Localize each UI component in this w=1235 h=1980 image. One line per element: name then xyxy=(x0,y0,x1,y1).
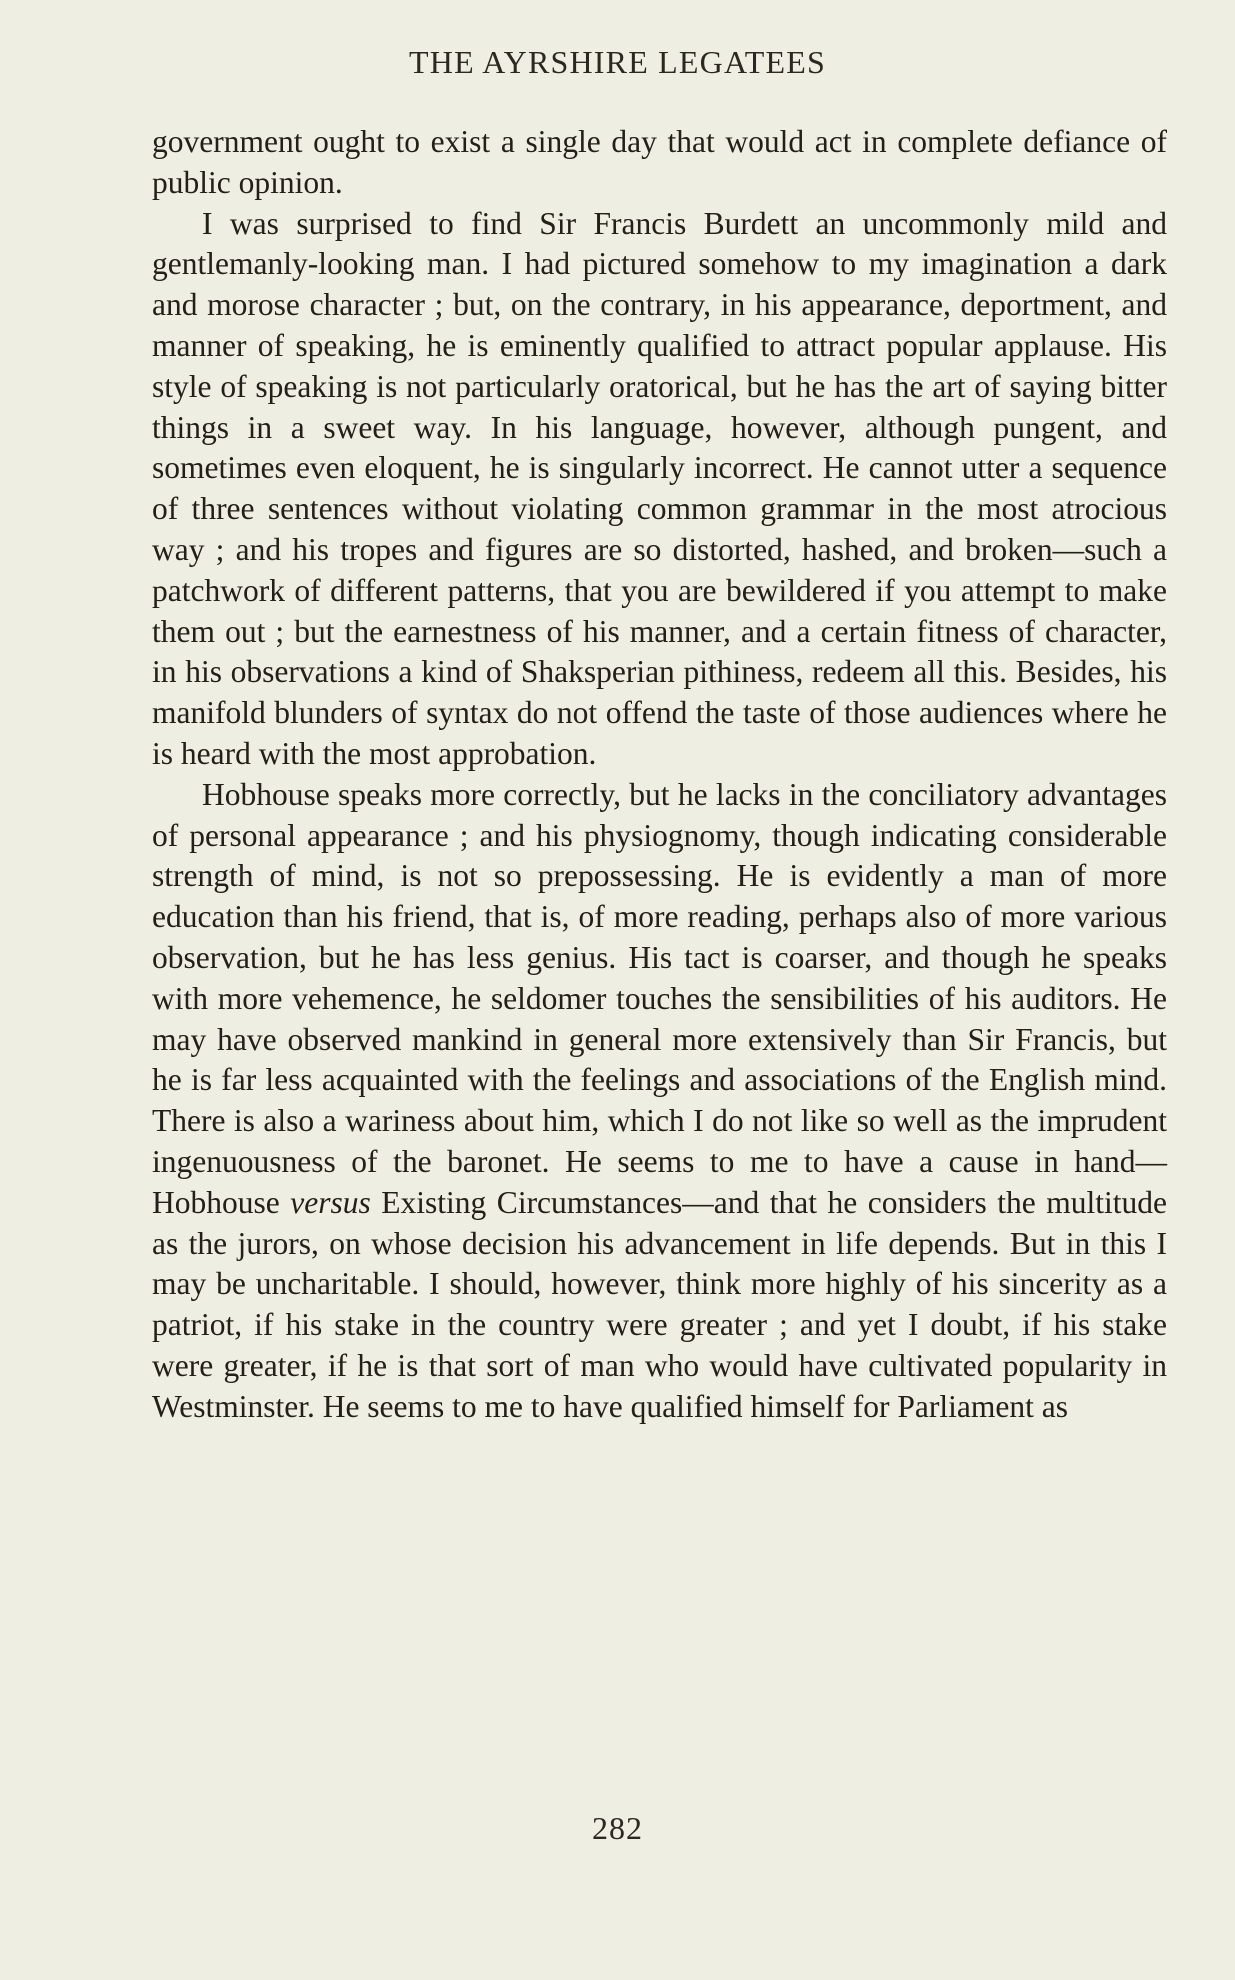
body-text xyxy=(152,122,1167,1428)
paragraph-1: government ought to exist a single day that would act in complete defiance of public opinion. xyxy=(152,124,1167,200)
paragraph-2: I was surprised to find Sir Francis Burdett an uncommonly mild and gentlemanly-looking man. I had pictured somehow to my imagination a dark and morose character ; but, on the contrary, in his appearance, deportment, and manner of speaking, he is eminently qualified to attract popular applause. His style of speaking is not particularly oratorical, but he has the art of saying bitter things in a sweet way. In his language, however, although pungent, and sometimes even eloquent, he is singularly incorrect. He cannot utter a sequence of three sentences without violating common grammar in the most atrocious way ; and his tropes and figures are so distorted, hashed, and broken—such a patchwork of different patterns, that you are bewildered if you attempt to make them out ; but the earnestness of his manner, and a certain fitness of character, in his observations a kind of Shaksperian pithiness, redeem all this. Besides, his manifold blunders of syntax do not offend the taste of those audiences where he is heard with the most approbation. xyxy=(152,205,1167,771)
paragraph-3 xyxy=(152,775,1167,1428)
running-head: THE AYRSHIRE LEGATEES xyxy=(409,44,826,80)
paragraph-3-text-b: Existing Circumstances—and that he considers the multitude as the jurors, on whose decision his advancement in life depends. But in this I may be uncharitable. I should, however, think more highly of his sincerity as a patriot, if his stake in the country were greater ; and yet I doubt, if his stake were greater, if he is that sort of man who would have cultivated popularity in Westminster. He seems to me to have qualified himself for Parliament as xyxy=(152,1184,1167,1424)
paragraph-3-text-a: Hobhouse speaks more correctly, but he lacks in the conciliatory advantages of personal appearance ; and his physiognomy, though indicating considerable strength of mind, is not so prepossessing. He is evidently a man of more education than his friend, that is, of more reading, perhaps also of more various observation, but he has less genius. His tact is coarser, and though he speaks with more vehemence, he seldomer touches the sensibilities of his auditors. He may have observed mankind in general more extensively than Sir Francis, but he is far less acquainted with the feelings and associations of the English mind. There is also a wariness about him, which I do not like so well as the imprudent ingenuousness of the baronet. He seems to me to have a cause in hand—Hobhouse xyxy=(152,776,1167,1220)
italic-versus: versus xyxy=(290,1184,371,1220)
page-number: 282 xyxy=(592,1810,643,1846)
